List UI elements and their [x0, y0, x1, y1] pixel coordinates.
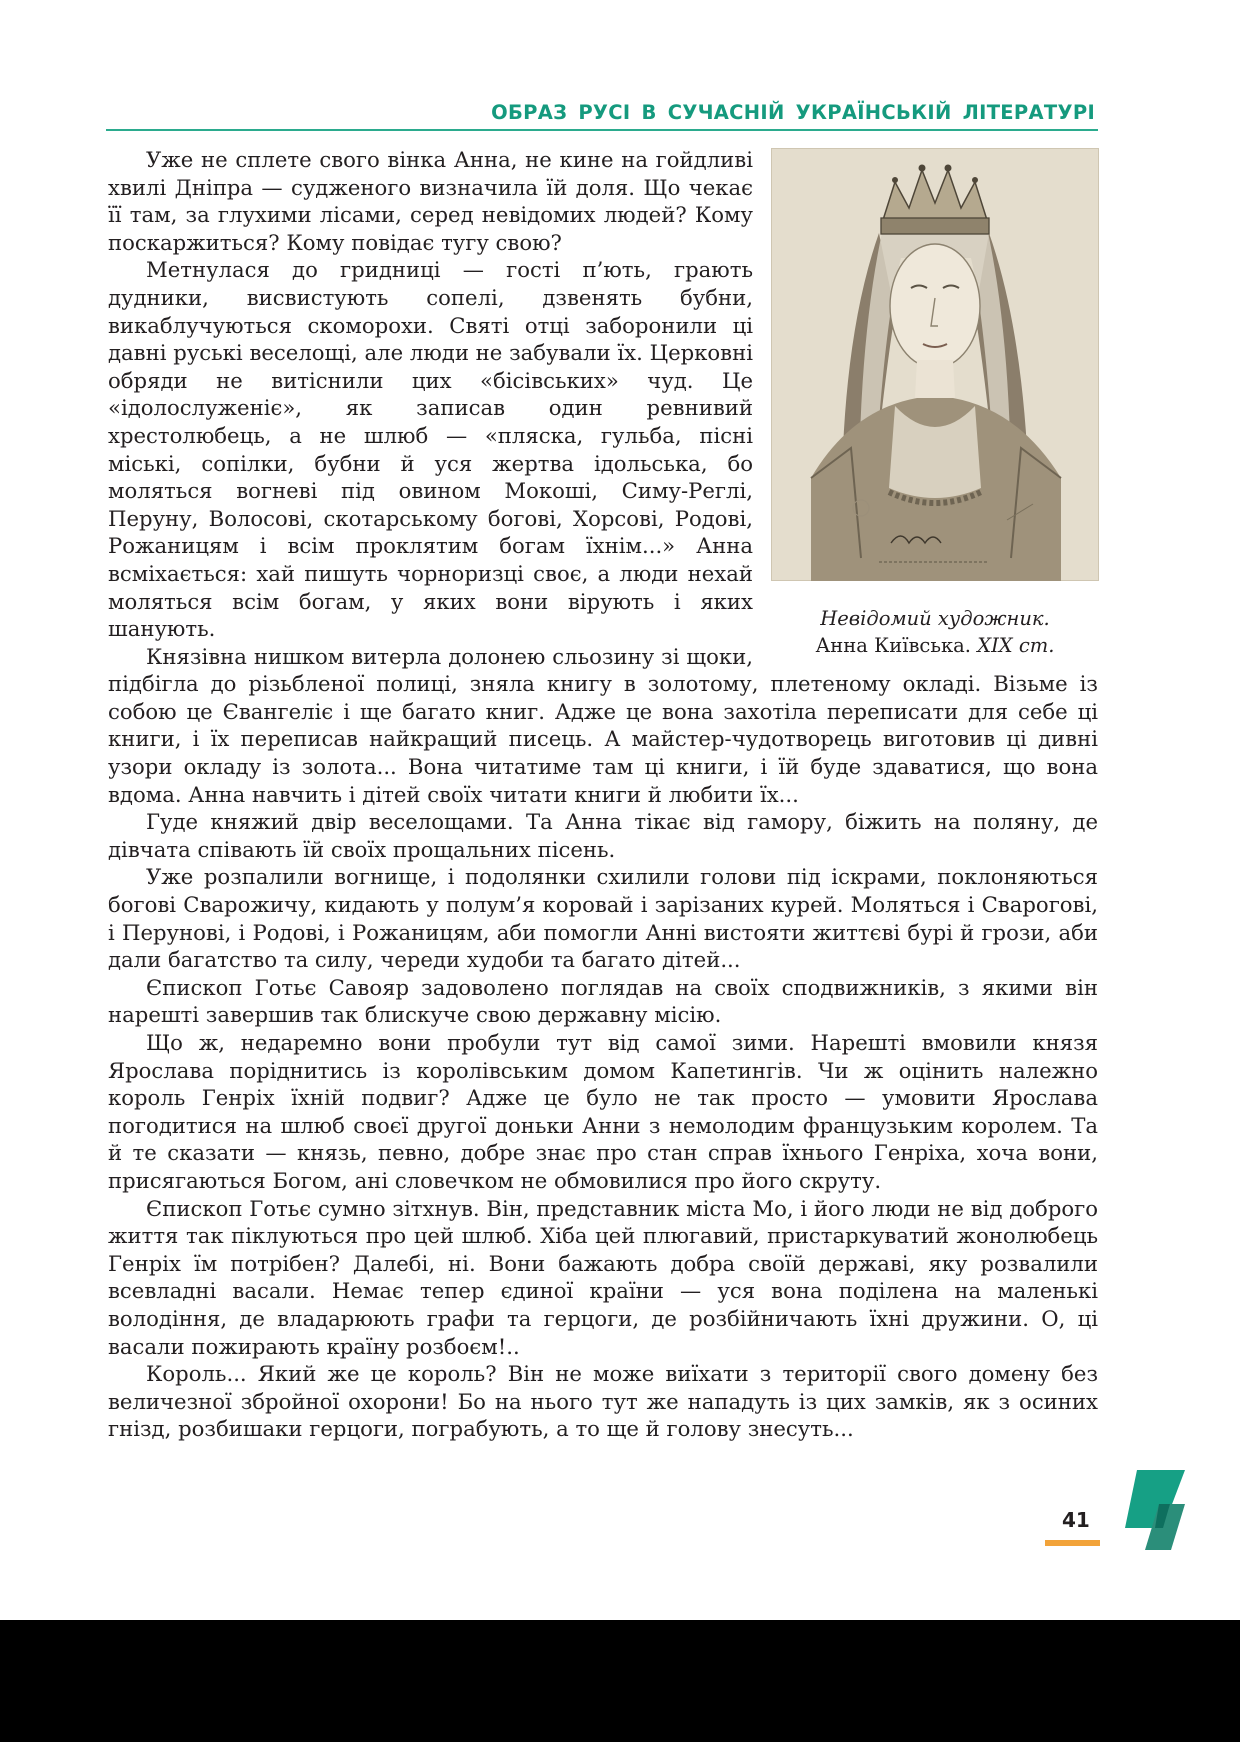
paragraph: Єпископ Готьє Савояр задоволено поглядав на своїх сподвижників, з якими він нарешті завершив так блискуче свою державну місію.	[108, 974, 1098, 1028]
portrait-figure	[771, 148, 1099, 657]
header-rule	[106, 129, 1098, 131]
portrait-image	[771, 148, 1099, 581]
paragraph: Князівна нишком витерла долонею сльозину зі щоки, підбігла до різьбленої полиці, зняла книгу в золотому, плетеному окладі. Візьме із собою це Євангеліє і ще багато книг. Адже це вона захотіла переписати для себе ці книги, і їх переписав найкращий писець. А майстер-чудотворець виготовив ці дивні узори окладу із золота... Вона читатиме там ці книги, і їй буде здаватися, що вона вдома. Анна навчить і дітей своїх читати книги й любити їх...	[108, 643, 1098, 807]
caption-author: Невідомий художник.	[820, 607, 1050, 630]
paragraph: Уже не сплете свого вінка Анна, не кине на гойдливі хвилі Дніпра — судженого визначила їй доля. Що чекає її там, за глухими лісами, серед невідомих людей? Кому поскаржиться? Кому повідає тугу свою?	[108, 147, 753, 255]
book-corner-logo-icon	[1125, 1470, 1185, 1550]
body-text	[108, 146, 1098, 1443]
paragraph: Єпископ Готьє сумно зітхнув. Він, представник міста Мо, і його люди не від доброго життя так піклуються про цей шлюб. Хіба цей плюгавий, пристаркуватий жонолюбець Генріх їм потрібен? Далебі, ні. Вони бажають добра своїй державі, яку розвалили всевладні васали. Немає тепер єдиної країни — уся вона поділена на маленькі володіння, де владарюють графи та герцоги, де розбійничають їхні дружини. О, ці васали пожирають країну розбоєм!..	[108, 1195, 1098, 1359]
caption-century: XIX ст.	[977, 634, 1055, 657]
caption-name: Анна Київська.	[815, 634, 971, 657]
page-number: 41	[1062, 1508, 1090, 1532]
portrait-drawing	[771, 148, 1099, 581]
paragraph: Що ж, недаремно вони пробули тут від самої зими. Нарешті вмовили князя Ярослава поріднитись із королівським домом Капетингів. Чи ж оцінить належно король Генріх їхній подвиг? Адже це було не так просто — умовити Ярослава погодитися на шлюб своєї другої доньки Анни з немолодим французьким королем. Та й те сказати — князь, певно, добре знає про стан справ їхнього Генріха, хоча вони, присягаються Богом, ані словечком не обмовилися про його скруту.	[108, 1030, 1098, 1193]
paragraph: Гуде княжий двір веселощами. Та Анна тікає від гамору, біжить на поляну, де дівчата співають їй своїх прощальних пісень.	[108, 809, 1098, 862]
page-number-underline	[1045, 1540, 1100, 1546]
portrait-caption	[771, 605, 1099, 659]
bottom-black-band	[0, 1620, 1240, 1742]
caption-title	[771, 632, 1099, 659]
paragraph: Король... Який же це король? Він не може виїхати з території свого домену без величезної збройної охорони! Бо на нього тут же нападуть із цих замків, як з осиних гнізд, розбишаки герцоги, пограбують, а то ще й голову знесуть...	[108, 1361, 1098, 1442]
paragraph: Уже розпалили вогнище, і подолянки схилили голови під іскрами, поклоняються богові Сварожичу, кидають у полум’я коровай і зарізаних курей. Моляться і Сварогові, і Перунові, і Родові, і Рожаницям, аби помогли Анні вистояти життєві бурі й грози, аби дали багатство та силу, череди худоби та багато дітей...	[108, 864, 1098, 973]
page-header: ОБРАЗ РУСІ В СУЧАСНІЙ УКРАЇНСЬКІЙ ЛІТЕРАТУРІ	[491, 101, 1095, 124]
paragraph: Метнулася до гридниці — гості п’ють, грають дудники, висвистують сопелі, дзвенять бубни, викаблучуються скоморохи. Святі отці заборонили ці давні руські веселощі, але люди не забували їх. Церковні обряди не витіснили цих «бісівських» чуд. Це «ідолослуженіє», як записав один ревнивий хрестолюбець, а не шлюб — «пляска, гульба, пісні міські, сопілки, бубни й уся жертва ідольська, бо моляться вогневі під овином Мокоші, Симу-Реглі, Перуну, Волосові, скотарському богові, Хорсові, Родові, Рожаницям і всім проклятим богам їхнім...» Анна всміхається: хай пишуть чорноризці своє, а люди нехай моляться всім богам, у яких вони вірують і яких шанують.	[108, 257, 753, 642]
